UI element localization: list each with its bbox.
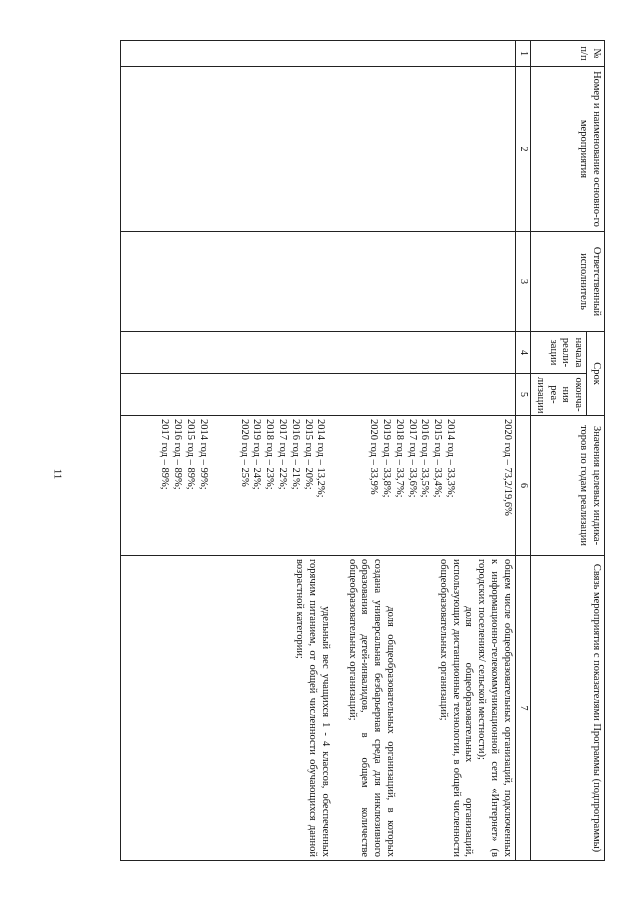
cell-empty [120,232,515,332]
rotated-table-sheet [135,40,605,860]
value-group [366,419,456,552]
header-col6: Значения целевых индика-торов по годам реализации [531,416,605,556]
column-number: 3 [515,232,530,332]
value-line: 2016 год – 33,5%; [419,419,431,498]
column-number: 7 [515,556,530,861]
table-row [120,41,515,861]
value-line: 2020 год – 33,9% [368,419,380,495]
value-line: 2019 год – 24%; [251,419,263,490]
cell-empty [120,67,515,232]
header-col2: Номер и наименование основно-го мероприятия [531,67,605,232]
header-col7: Связь мероприятия с показателями Программы (подпрограммы) [531,556,605,861]
indicator-description: общем числе общеобразовательных организаций, подключенных к информационно-телекоммуникационной сети «Интернет» (в городских поселениях/ сельской местности); [476,559,513,858]
value-line: 2014 год – 33,3%; [445,419,457,498]
header-term: Срок [587,332,605,416]
header-row [587,41,605,861]
indicator-description-cell [120,556,515,861]
indicator-description: удельный вес учащихся 1 - 4 классов, обеспеченных горячим питанием, от общей численности обучающихся данной возрастной категории; [294,559,331,858]
cell-empty [120,374,515,416]
header-col4: начала реали-зации [531,332,587,374]
value-line: 2015 год – 20%; [302,419,314,490]
header-col5: оконча-ния реа-лизации [531,374,587,416]
value-line: 2017 год – 89%; [159,419,171,490]
header-col3: Ответственный исполнитель [531,232,605,332]
value-line: 2014 год – 13,2%; [315,419,327,498]
value-line: 2018 год – 23%; [264,419,276,490]
value-line: 2019 год – 33,8%; [381,419,393,498]
value-line: 2020 год – 25% [238,419,250,487]
value-group [500,419,513,552]
value-line: 2020 год – 73,2/19,6% [501,419,513,516]
value-line: 2014 год – 99%; [197,419,209,490]
value-line: 2018 год – 33,7%; [393,419,405,498]
column-number: 6 [515,416,530,556]
indicator-description: доля общеобразовательных организаций, в которых создана универсальная безбарьерная среда для инклюзивного образования детей-инвалидов, в общем количестве общеобразовательных организаций; [346,559,397,858]
column-number: 5 [515,374,530,416]
column-number-row [515,41,530,861]
value-group [237,419,327,552]
value-line: 2015 год – 89%; [185,419,197,490]
indicator-description: доля общеобразовательных организаций, использующих дистанционные технологии, в общей численности общеобразовательных организаций; [437,559,475,858]
value-group [158,419,209,552]
column-number: 1 [515,41,530,67]
header-col1: № п/п [531,41,605,67]
page-number: 11 [51,468,64,480]
column-number: 4 [515,332,530,374]
measures-table [120,40,605,861]
column-number: 2 [515,67,530,232]
value-line: 2016 год – 21%; [289,419,301,490]
cell-empty [120,332,515,374]
value-line: 2017 год – 22%; [277,419,289,490]
value-line: 2017 год – 33,6%; [406,419,418,498]
indicator-values-cell [120,416,515,556]
value-line: 2016 год – 89%; [172,419,184,490]
cell-empty [120,41,515,67]
value-line: 2015 год – 33,4%; [432,419,444,498]
